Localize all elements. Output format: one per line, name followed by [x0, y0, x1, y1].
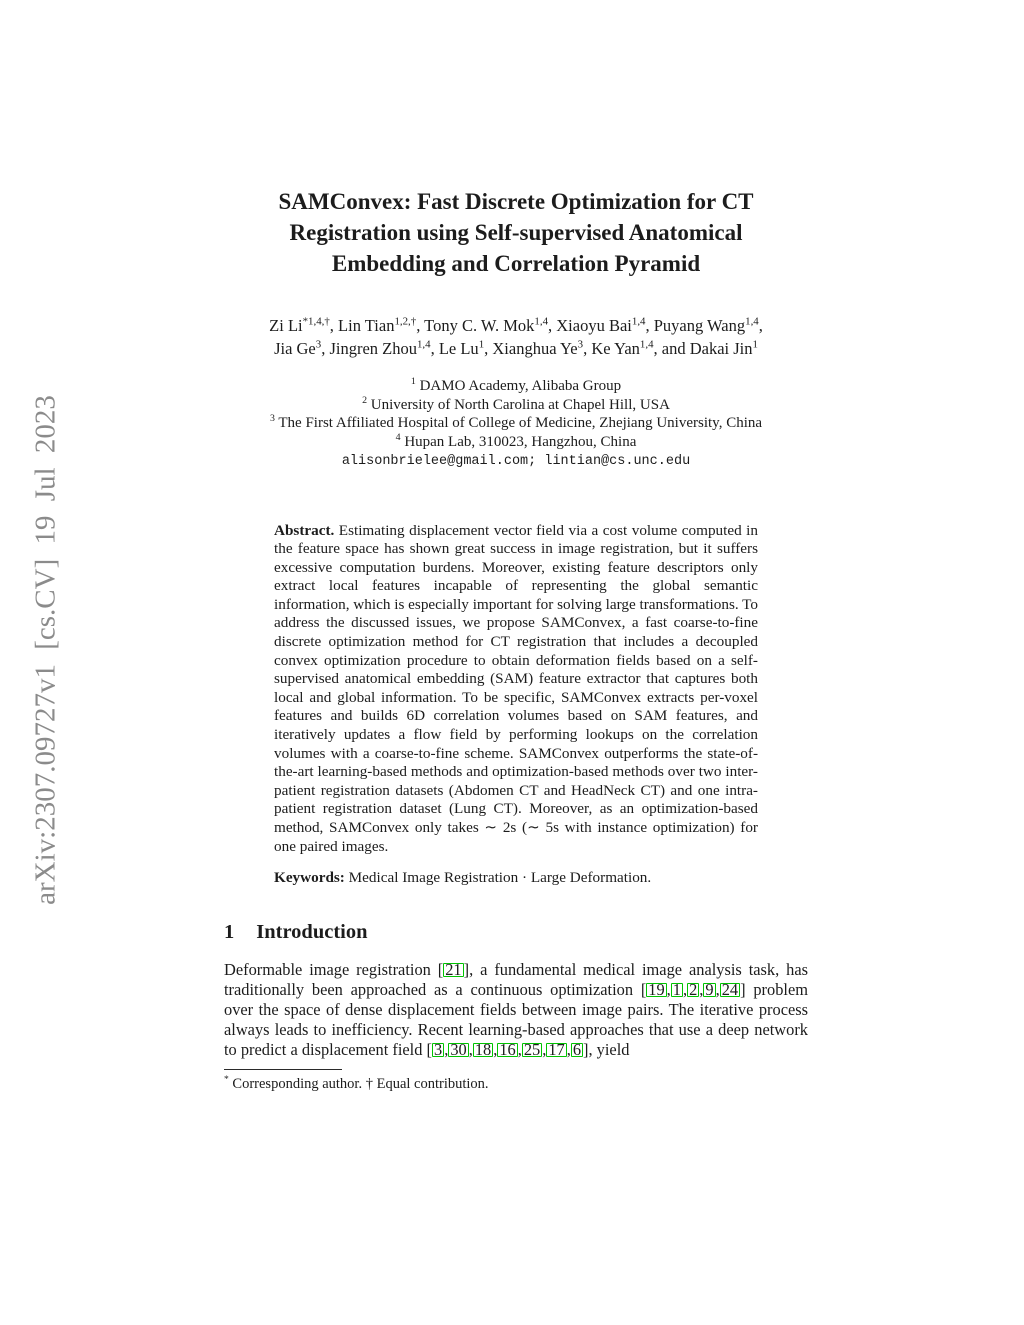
section-heading — [224, 921, 808, 944]
superscript: * — [224, 1073, 229, 1085]
text-segment: , and Dakai Jin — [653, 339, 753, 358]
citation-link[interactable]: 24 — [721, 979, 739, 999]
footnote — [224, 1069, 808, 1093]
text-segment: Abstract. — [274, 521, 335, 539]
superscript: 3 — [577, 338, 584, 351]
paper-title-line: SAMConvex: Fast Discrete Optimization for CT — [278, 189, 754, 214]
text-segment: problem over the space of dense displacement fields between image pairs. The iterative process always leads to inefficiency. Recent learning-based approaches that use a deep network to predict a displacement field — [224, 979, 808, 1059]
text-segment: , Le Lu — [430, 339, 479, 358]
footnote-rule — [224, 1069, 342, 1070]
text-segment: , Xianghua Ye — [484, 339, 578, 358]
text-segment: , — [444, 1039, 449, 1059]
citation-link[interactable]: 30 — [450, 1039, 467, 1059]
abstract-paragraph — [274, 522, 758, 857]
affiliation-line — [224, 377, 808, 396]
superscript: 1,4 — [631, 315, 646, 328]
superscript: 1 — [752, 338, 758, 351]
superscript: 2 — [362, 394, 368, 406]
paper-title-line: Embedding and Correlation Pyramid — [331, 251, 701, 276]
text-segment: Estimating displacement vector field via a cost volume computed in the feature space has shown great success in image registration, but it suffers excessive computation burdens. Moreover, existing feature descriptors only extract local features incapable of representing the global semantic information, which is especially important for solving large transformations. To address the discussed issues, we propose SAMConvex, a fast coarse-to-fine discrete optimization method for CT registration that includes a decoupled convex optimization procedure to obtain deformation fields based on a self-supervised anatomical embedding (SAM) feature extractor that captures both local and global information. To be specific, SAMConvex extracts per-voxel features and builds 6D correlation volumes based on SAM features, and iteratively updates a flow field by performing lookups on the correlation volumes with a coarse-to-fine scheme. SAMConvex outperforms the state-of-the-art learning-based methods and optimization-based methods over two inter-patient registration datasets (Abdomen CT and HeadNeck CT) and one intra-patient registration dataset (Lung CT). Moreover, as an optimization-based method, SAMConvex only takes ∼ 2s (∼ 5s with instance optimization) for one paired images. — [274, 521, 758, 855]
text-segment: [ — [437, 959, 444, 979]
citation-link[interactable]: 18 — [474, 1039, 492, 1059]
text-segment: Medical Image Registration · Large Deformation. — [344, 869, 652, 887]
intro-paragraph — [224, 960, 808, 1060]
superscript: 1,4 — [745, 315, 759, 328]
text-segment: ] — [463, 959, 470, 979]
author-line — [224, 314, 808, 337]
superscript: 1,4 — [416, 338, 431, 351]
text-segment: ] — [740, 979, 746, 999]
citation-link[interactable]: 9 — [705, 979, 714, 999]
text-segment: The First Affiliated Hospital of College of Medicine, Zhejiang University, China — [274, 415, 763, 431]
section-number: 1 — [224, 920, 235, 943]
text-segment: Hupan Lab, 310023, Hangzhou, China — [400, 433, 637, 450]
text-segment: Deformable image registration — [224, 959, 438, 979]
affiliation-line — [224, 414, 808, 433]
text-segment: , — [468, 1039, 473, 1059]
text-segment: , Puyang Wang — [645, 316, 746, 335]
text-segment: , a fundamental medical image analysis task, has traditionally been approached as a continuous optimization — [224, 959, 808, 999]
arxiv-watermark: arXiv:2307.09727v1 [cs.CV] 19 Jul 2023 — [29, 395, 62, 905]
text-segment: , — [566, 1039, 571, 1059]
citation-link[interactable]: 25 — [523, 1039, 541, 1059]
superscript: *1,4,† — [302, 315, 330, 328]
text-segment: , — [715, 979, 720, 999]
superscript: 1 — [478, 338, 485, 351]
citation-link[interactable]: 16 — [499, 1039, 516, 1059]
superscript: 1,2,† — [394, 315, 417, 328]
text-segment: Jia Ge — [274, 339, 316, 358]
text-segment: , — [517, 1039, 522, 1059]
text-segment: , Tony C. W. Mok — [416, 316, 535, 335]
text-segment: , Xiaoyu Bai — [548, 316, 632, 335]
citation-link[interactable]: 1 — [672, 979, 681, 999]
superscript: 1,4 — [639, 338, 654, 351]
superscript: 1 — [410, 376, 416, 387]
text-segment: ] — [583, 1039, 589, 1059]
text-segment: , — [758, 316, 763, 335]
text-segment: [ — [426, 1039, 432, 1059]
affiliation-block — [224, 377, 808, 472]
abstract-block — [274, 522, 758, 888]
text-segment: , — [699, 979, 704, 999]
affiliation-line — [224, 396, 808, 415]
superscript: 4 — [395, 431, 401, 443]
citation-link[interactable]: 6 — [572, 1039, 582, 1059]
author-block — [224, 314, 808, 360]
paper-title — [224, 186, 808, 279]
keywords-line — [274, 869, 758, 888]
superscript: 3 — [315, 338, 322, 351]
text-segment: , — [542, 1039, 547, 1059]
citation-link[interactable]: 3 — [434, 1039, 443, 1059]
citation-link[interactable]: 2 — [689, 979, 698, 999]
citation-link[interactable]: 17 — [548, 1039, 565, 1059]
text-segment: Keywords: — [274, 869, 345, 887]
text-segment: , — [682, 979, 688, 999]
text-segment: , Jingren Zhou — [321, 339, 417, 358]
text-segment: Corresponding author. † Equal contribution. — [228, 1075, 489, 1092]
affiliation-line — [224, 433, 808, 452]
superscript: 1,4 — [534, 315, 548, 328]
author-line — [224, 337, 808, 360]
email-line: alisonbrielee@gmail.com; lintian@cs.unc.edu — [341, 454, 691, 469]
superscript: 3 — [269, 413, 275, 424]
text-segment: Zi Li — [269, 316, 303, 335]
citation-link[interactable]: 21 — [445, 959, 462, 979]
section-title: Introduction — [256, 920, 368, 943]
text-segment: , Ke Yan — [583, 339, 640, 358]
text-segment: [ — [640, 979, 647, 999]
text-segment: University of North Carolina at Chapel Hill, USA — [367, 396, 670, 413]
text-segment: , Lin Tian — [329, 316, 395, 335]
footnote-text — [224, 1075, 808, 1093]
text-segment: , — [493, 1039, 498, 1059]
text-segment: , yield — [588, 1039, 630, 1059]
paper-title-line: Registration using Self-supervised Anatomical — [289, 220, 743, 245]
paper-content — [224, 0, 808, 1093]
text-segment: , — [666, 979, 671, 999]
citation-link[interactable]: 19 — [648, 979, 665, 999]
text-segment: DAMO Academy, Alibaba Group — [415, 378, 622, 394]
